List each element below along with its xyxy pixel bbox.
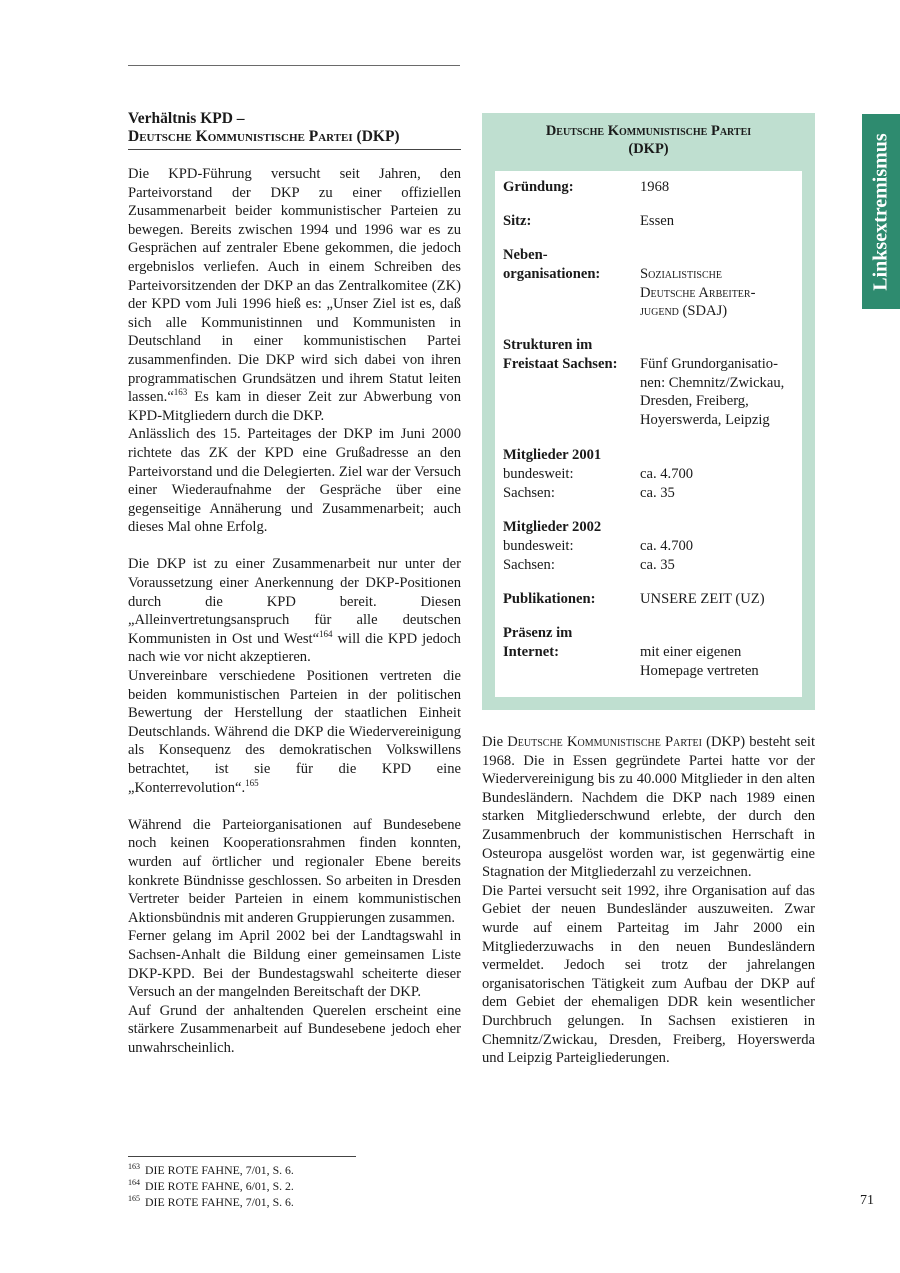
footnote-164 (128, 1178, 448, 1194)
struktur-value-line4: Hoyerswerda, Leipzig (640, 411, 770, 428)
footnote-163 (128, 1162, 448, 1178)
paragraph-6: Ferner gelang im April 2002 bei der Landtagswahl in Sachsen-Anhalt die Bildung einer gemeinsamen Liste DKP-KPD. Bei der Bundestagswahl scheiterte dieser Versuch an der mangelnden Bereitschaft der DKP. (128, 928, 461, 1001)
neben-value (640, 265, 800, 321)
struktur-value-line3: Dresden, Freiberg, (640, 393, 749, 410)
neben-value-line2: Deutsche Arbeiter- (640, 284, 756, 301)
footnote-number: 163 (128, 1162, 140, 1172)
mitglieder-2002-bund-value: ca. 4.700 (640, 538, 694, 554)
footnote-text: DIE ROTE FAHNE, 6/01, S. 2. (145, 1179, 294, 1193)
mitglieder-2001-sachsen-label: Sachsen: (503, 485, 555, 501)
praesenz-value (640, 643, 800, 680)
praesenz-label-line1: Präsenz im (503, 625, 573, 641)
struktur-value-line2: nen: Chemnitz/Zwickau, (640, 374, 785, 391)
right-paragraph-1-rest: (DKP) besteht seit 1968. Die in Essen gegründete Partei hatte vor der Wiedervereinigung bis zu 40.000 Mitglieder in den alten Bundesländern. Nachdem die DKP nach 1989 einen starken Mitgliederschwund erlebte, der durch den Zusammenbruch der kommunistischen Herrschaft in Osteuropa ausgelöst worden war, ist gegenwärtig eine Stagnation der Mitgliederzahl zu verzeichnen. (482, 734, 815, 881)
right-paragraph-1 (482, 733, 815, 882)
neben-label-line1: Neben- (503, 247, 548, 263)
footnote-number: 164 (128, 1178, 140, 1188)
mitglieder-2001-sachsen-value: ca. 35 (640, 485, 675, 501)
struktur-value (640, 355, 800, 429)
right-paragraph-2: Die Partei versucht seit 1992, ihre Organisation auf das Gebiet der neuen Bundesländer auszuweiten. Zwar wurde auf einem Parteitag im Jahr 2000 ein Mitgliederzuwachs in den neuen Bundesländern vermeldet. Jedoch sei trotz der jahrelangen organisatorischen Tätigkeit zum Aufbau der DKP auf dem Gebiet der ehemaligen DDR kein wesentlicher Durchbruch gelungen. In Sachsen existieren in Chemnitz/Zwickau, Dresden, Freiberg, Hoyerswerda und Leipzig Parteigliederungen. (482, 882, 815, 1067)
struktur-value-line1: Fünf Grundorganisatio- (640, 356, 778, 372)
sitz-value: Essen (640, 213, 675, 229)
paragraph-2: Anlässlich des 15. Parteitages der DKP im Juni 2000 richtete das ZK der KPD eine Grußadresse an den Parteivorstand und die Delegierten. Ziel war der Versuch einer Wiederaufnahme der Gespräche über eine gegenseitige Annäherung und Zusammenarbeit; auch dieses Mal ohne Erfolg. (128, 426, 461, 536)
footnote-ref-163[interactable]: 163 (173, 387, 188, 398)
footnotes (128, 1162, 448, 1210)
praesenz-label (503, 624, 633, 661)
footnote-165 (128, 1194, 448, 1210)
paragraph-3-text: Die DKP ist zu einer Zusammenarbeit nur unter der Voraussetzung einer Anerkennung der DKP-Positionen durch die KPD bereit. Diesen „Alleinvertretungsanspruch für alle deutschen Kommunisten in Ost und West“ (128, 556, 461, 647)
mitglieder-2002-sachsen-label: Sachsen: (503, 557, 555, 573)
infobox-title-line2: (DKP) (628, 141, 669, 157)
section-heading-line1: Verhältnis KPD – (128, 110, 245, 127)
mitglieder-2001-bund-value: ca. 4.700 (640, 466, 694, 482)
footnote-ref-165[interactable]: 165 (245, 777, 259, 788)
neben-value-line1: Sozialistische (640, 266, 722, 282)
gruendung-value: 1968 (640, 179, 670, 195)
paragraph-4-text: Unvereinbare verschiedene Positionen vertreten die beiden kommunistischen Parteien in der politischen Bewertung der Herstellung der staatlichen Einheit Deutschlands. Während die DKP die Wiedervereinigung als Konsequenz des demokratischen Volkswillens betrachtet, ist sie für die KPD eine „Konterrevolution“. (128, 668, 461, 796)
struktur-label-line2: Freistaat Sachsen: (503, 355, 618, 372)
paragraph-3 (128, 555, 461, 667)
neben-value-abbr: (SDAJ) (678, 303, 728, 320)
footnote-number: 165 (128, 1194, 140, 1204)
heading-rule (128, 149, 461, 150)
footnote-rule (128, 1156, 356, 1157)
publikationen-label: Publikationen: (503, 591, 596, 607)
footnote-ref-164[interactable]: 164 (319, 628, 333, 639)
paragraph-5: Während die Parteiorganisationen auf Bundesebene noch keinen Kooperationsrahmen finden konnten, wurden auf örtlicher und regionaler Ebene bereits konkrete Bündnisse geschlossen. So arbeiten in Dresden Vertreter beider Parteien in einem kommunistischen Aktionsbündnis mit anderen Gruppierungen zusammen. (128, 816, 461, 926)
footnote-text: DIE ROTE FAHNE, 7/01, S. 6. (145, 1195, 294, 1209)
paragraph-1-text: Die KPD-Führung versucht seit Jahren, den Parteivorstand der DKP zu einer offiziellen Zusammenarbeit beider kommunistischer Parteien zu bewegen. Bereits zwischen 1994 und 1996 war es zu Gesprächen auf zentraler Ebene gekommen, die jedoch ergebnislos verliefen. Auch in einem Schreiben des Parteivorsitzenden der DKP an das Zentralkomitee (ZK) der KPD vom Juli 1996 hieß es: „Unser Ziel ist es, daß sich alle Kommunistinnen und Kommunisten in Deutschland in einer kommunistischen Partei zusammenfinden. Die DKP wird sich dabei von ihren programmatischen Grundsätzen und ihrem Statut leiten lassen.“ (128, 166, 461, 406)
paragraph-4 (128, 667, 461, 797)
left-column (128, 110, 461, 1058)
neben-label (503, 246, 633, 283)
publikationen-value: UNSERE ZEIT (UZ) (640, 591, 765, 607)
mitglieder-2002-sachsen-value: ca. 35 (640, 557, 675, 573)
paragraph-7: Auf Grund der anhaltenden Querelen erscheint eine stärkere Zusammenarbeit auf Bundesebene jedoch eher unwahrscheinlich. (128, 1002, 461, 1056)
header-rule (128, 65, 460, 66)
mitglieder-2002-bund-label: bundesweit: (503, 538, 574, 554)
right-paragraph-1-lead: Die (482, 734, 508, 750)
mitglieder-2001-bund-label: bundesweit: (503, 466, 574, 482)
paragraph-3-tail: will die KPD jedoch nach wie vor nicht akzeptieren. (128, 630, 461, 666)
page-number: 71 (860, 1193, 874, 1208)
neben-label-line2: organisationen: (503, 265, 601, 282)
gruendung-label: Gründung: (503, 179, 574, 195)
neben-value-line3: jugend (640, 303, 679, 320)
infobox-content (495, 171, 802, 697)
side-tab-label: Linksextremismus (869, 132, 892, 291)
footnote-text: DIE ROTE FAHNE, 7/01, S. 6. (145, 1163, 294, 1177)
struktur-label (503, 336, 633, 373)
praesenz-label-line2: Internet: (503, 643, 559, 660)
paragraph-1-tail: Es kam in dieser Zeit zur Abwerbung von KPD-Mitgliedern durch die DKP. (128, 389, 461, 424)
praesenz-value-line2: Homepage vertreten (640, 662, 759, 679)
mitglieder-2001-label: Mitglieder 2001 (503, 447, 602, 463)
section-heading-line2: Deutsche Kommunistische Partei (DKP) (128, 128, 400, 145)
praesenz-value-line1: mit einer eigenen (640, 644, 742, 660)
mitglieder-2002-label: Mitglieder 2002 (503, 519, 602, 535)
paragraph-1 (128, 165, 461, 425)
right-column (482, 733, 815, 1068)
section-side-tab (862, 114, 900, 309)
dkp-infobox (482, 113, 815, 710)
infobox-title-line1: Deutsche Kommunistische Partei (545, 123, 752, 139)
section-heading (128, 110, 461, 146)
right-paragraph-1-party-name: Deutsche Kommunistische Partei (507, 734, 702, 750)
sitz-label: Sitz: (503, 213, 532, 229)
struktur-label-line1: Strukturen im (503, 337, 593, 353)
infobox-title (482, 122, 815, 158)
